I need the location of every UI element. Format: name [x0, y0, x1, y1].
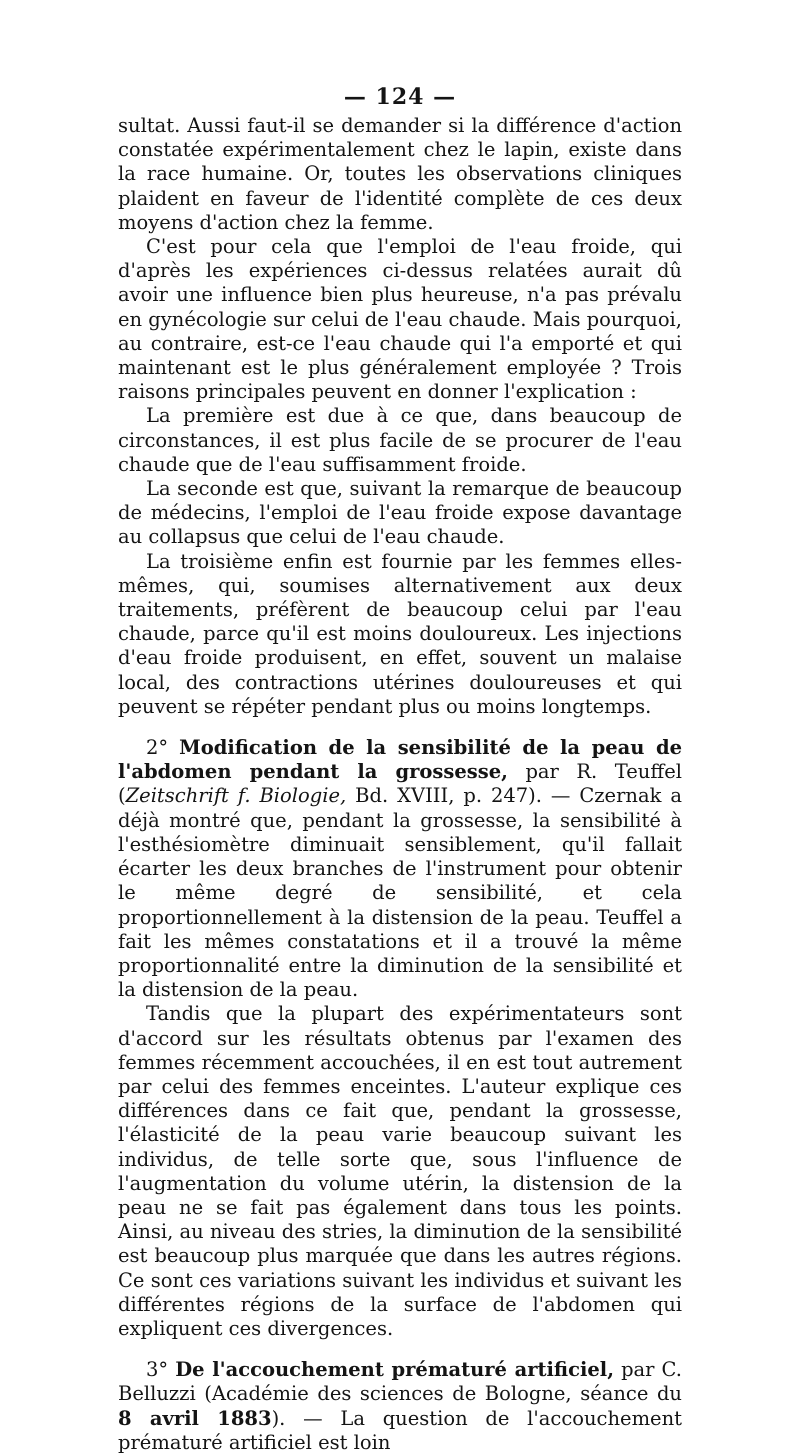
paragraph: La première est due à ce que, dans beaucoup de circonstances, il est plus facile de se procurer de l'eau chaude que de l'eau suffisamment froide.	[118, 404, 682, 476]
session-date: 8 avril 1883	[118, 1406, 272, 1430]
paragraph: La seconde est que, suivant la remarque de beaucoup de médecins, l'emploi de l'eau froide expose davantage au collapsus que celui de l'eau chaude.	[118, 477, 682, 549]
section-2-heading	[118, 736, 682, 1002]
section-title: Modification de la sensibilité de la peau de l'abdomen pendant la grossesse,	[118, 736, 682, 784]
journal-name: Zeitschrift f. Biologie,	[125, 784, 347, 808]
section-author: par R. Teuffel (	[118, 760, 682, 808]
section-3-heading	[118, 1358, 682, 1455]
section-reference: Bd. XVIII, p. 247). — Czernak a déjà montré que, pendant la grossesse, la sensibilité à l'esthésiomètre diminuait sensiblement, qu'il fallait écarter les deux branches de l'instrument pour obtenir le même degré de sensibilité, et cela proportionnellement à la distension de la peau. Teuffel a fait les mêmes constatations et il a trouvé la même proportionnalité entre la diminution de la sensibilité et la distension de la peau.	[118, 784, 682, 1002]
section-author: par C. Belluzzi (Académie des sciences de Bologne, séance du	[118, 1358, 682, 1406]
section-gap	[118, 719, 682, 736]
paragraph: sultat. Aussi faut-il se demander si la différence d'action constatée expérimentalement chez le lapin, existe dans la race humaine. Or, toutes les observations cliniques plaident en faveur de l'identité complète de ces deux moyens d'action chez la femme.	[118, 114, 682, 234]
paragraph: Tandis que la plupart des expérimentateurs sont d'accord sur les résultats obtenus par l'examen des femmes récemment accouchées, il en est tout autrement par celui des femmes enceintes. L'auteur explique ces différences dans ce fait que, pendant la grossesse, l'élasticité de la peau varie beaucoup suivant les individus, de telle sorte que, sous l'influence de l'augmentation du volume utérin, la distension de la peau ne se fait pas également dans tous les points. Ainsi, au niveau des stries, la diminution de la sensibilité est beaucoup plus marquée que dans les autres régions. Ce sont ces variations suivant les individus et suivant les différentes régions de la surface de l'abdomen qui expliquent ces divergences.	[118, 1002, 682, 1340]
paragraph: La troisième enfin est fournie par les femmes elles-mêmes, qui, soumises alternativement aux deux traitements, préfèrent de beaucoup celui par l'eau chaude, parce qu'il est moins douloureux. Les injections d'eau froide produisent, en effet, souvent un malaise local, des contractions utérines douloureuses et qui peuvent se répéter pendant plus ou moins longtemps.	[118, 549, 682, 718]
page-number: — 124 —	[343, 84, 457, 110]
page	[118, 84, 682, 1455]
section-number: 3°	[146, 1358, 169, 1382]
section-continuation: ). — La question de l'accouchement prématuré artificiel est loin	[118, 1406, 682, 1454]
section-gap	[118, 1341, 682, 1358]
section-title: De l'accouchement prématuré artificiel,	[175, 1358, 614, 1382]
section-number: 2°	[146, 736, 169, 760]
paragraph: C'est pour cela que l'emploi de l'eau froide, qui d'après les expériences ci-dessus relatées aurait dû avoir une influence bien plus heureuse, n'a pas prévalu en gynécologie sur celui de l'eau chaude. Mais pourquoi, au contraire, est-ce l'eau chaude qui l'a emporté et qui maintenant est le plus généralement employée ? Trois raisons principales peuvent en donner l'explication :	[118, 235, 682, 404]
